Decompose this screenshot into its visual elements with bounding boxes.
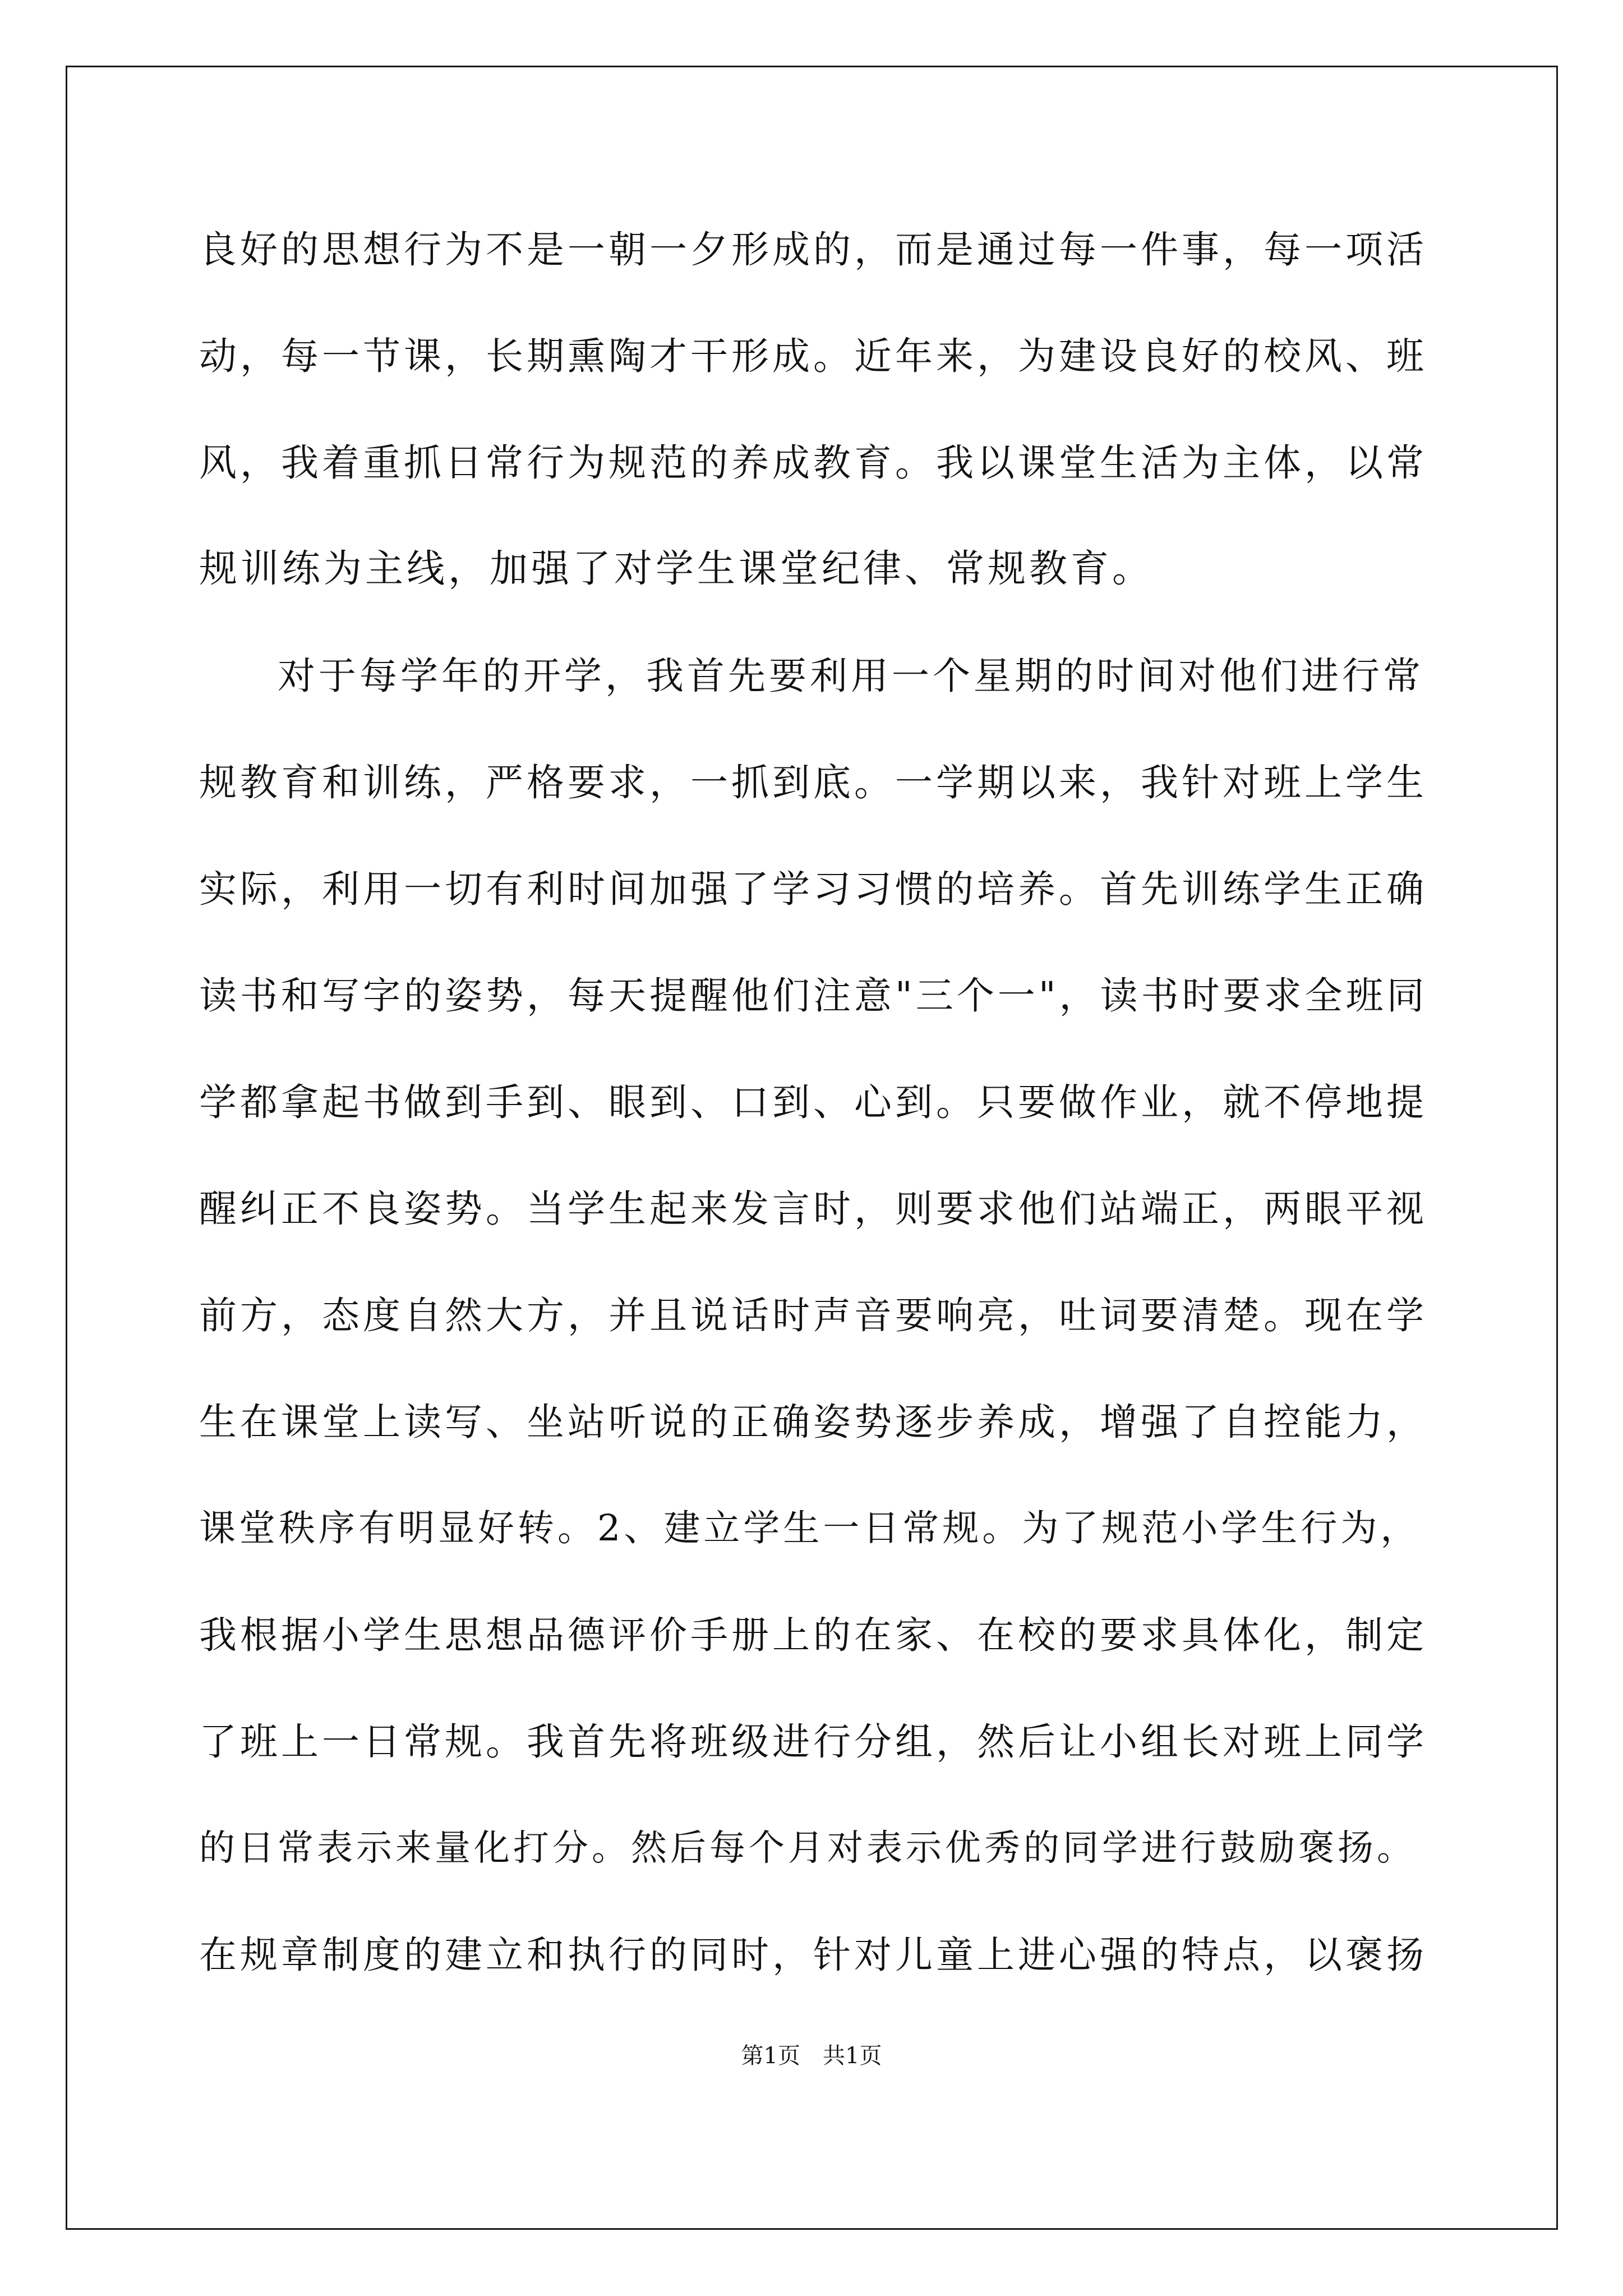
text-line-13: 课堂秩序有明显好转。2、建立学生一日常规。为了规范小学生行为，	[199, 1507, 1421, 1549]
text-line-1: 良好的思想行为不是一朝一夕形成的，而是通过每一件事，每一项活	[199, 228, 1427, 272]
text-line-14: 我根据小学生思想品德评价手册上的在家、在校的要求具体化，制定	[199, 1613, 1427, 1657]
text-line-3: 风，我着重抓日常行为规范的养成教育。我以课堂生活为主体，以常	[199, 441, 1427, 485]
text-line-12: 生在课堂上读写、坐站听说的正确姿势逐步养成，增强了自控能力，	[199, 1400, 1427, 1444]
text-line-5: 对于每学年的开学，我首先要利用一个星期的时间对他们进行常	[278, 654, 1424, 698]
text-line-6: 规教育和训练，严格要求，一抓到底。一学期以来，我针对班上学生	[199, 761, 1427, 804]
text-line-11: 前方，态度自然大方，并且说话时声音要响亮，吐词要清楚。现在学	[199, 1294, 1427, 1337]
text-line-2: 动，每一节课，长期熏陶才干形成。近年来，为建设良好的校风、班	[199, 334, 1427, 378]
page-border	[66, 66, 1558, 2230]
page-footer: 第1页 共1页	[741, 2043, 882, 2069]
text-line-15: 了班上一日常规。我首先将班级进行分组，然后让小组长对班上同学	[199, 1720, 1427, 1764]
text-line-9: 学都拿起书做到手到、眼到、口到、心到。只要做作业，就不停地提	[199, 1080, 1427, 1124]
text-line-17: 在规章制度的建立和执行的同时，针对儿童上进心强的特点，以褒扬	[199, 1933, 1427, 1977]
text-line-8: 读书和写字的姿势，每天提醒他们注意"三个一"，读书时要求全班同	[199, 974, 1428, 1018]
text-line-4: 规训练为主线，加强了对学生课堂纪律、常规教育。	[199, 547, 1154, 591]
text-line-10: 醒纠正不良姿势。当学生起来发言时，则要求他们站端正，两眼平视	[199, 1187, 1427, 1231]
text-line-16: 的日常表示来量化打分。然后每个月对表示优秀的同学进行鼓励褒扬。	[199, 1828, 1416, 1869]
text-line-7: 实际，利用一切有利时间加强了学习习惯的培养。首先训练学生正确	[199, 867, 1427, 911]
